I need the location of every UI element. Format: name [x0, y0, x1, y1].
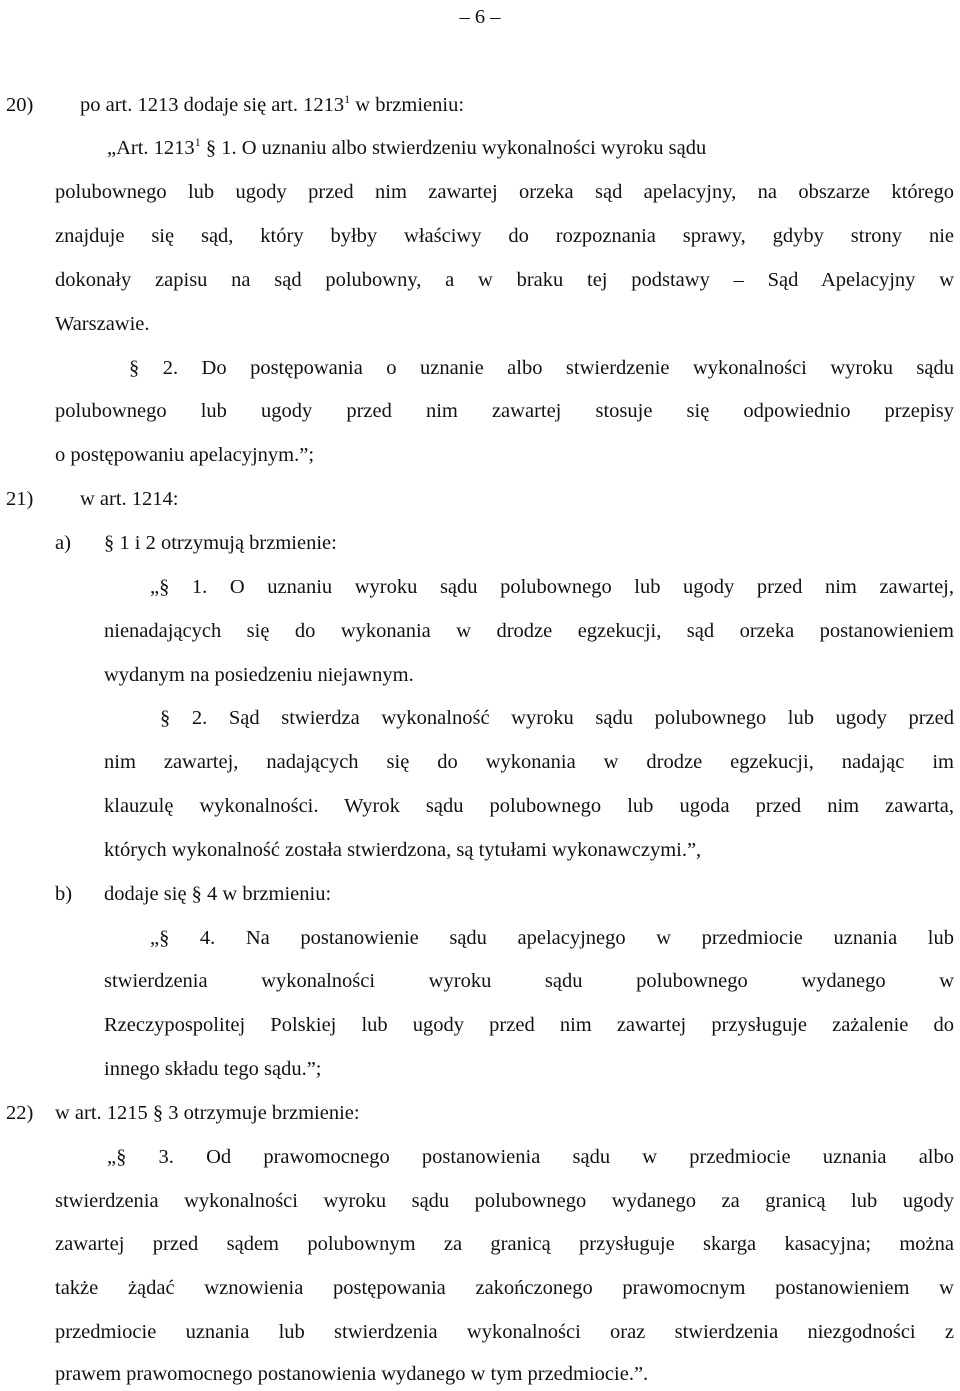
art-1213-1-heading [107, 133, 954, 163]
item-20-p1-line: dokonały zapisu na sąd polubowny, a w braku tej podstawy – Sąd Apelacyjny w [55, 269, 954, 291]
item-20-p1-line: Warszawie. [55, 313, 150, 335]
item-21-b-text: dodaje się § 4 w brzmieniu: [104, 883, 332, 905]
item-21-b-label: b) [55, 883, 73, 905]
item-21-intro: w art. 1214: [80, 488, 179, 510]
item-21-a-p1-line: wydanym na posiedzeniu niejawnym. [104, 664, 414, 686]
item-21-a-label: a) [55, 532, 71, 554]
item-21-b-p-first: „§ 4. Na postanowienie sądu apelacyjnego w przedmiocie uznania lub [150, 927, 954, 949]
item-22-intro: w art. 1215 § 3 otrzymuje brzmienie: [55, 1102, 360, 1124]
item-20-intro-text: po art. 1213 dodaje się art. 1213 [80, 94, 345, 116]
page-number: – 6 – [459, 6, 501, 28]
item-20-intro-sup: 1 [344, 92, 351, 106]
item-20-intro [80, 90, 464, 120]
item-22-label: 22) [6, 1102, 34, 1124]
item-21-b-p-line: innego składu tego sądu.”; [104, 1058, 322, 1080]
item-22-p-line: prawem prawomocnego postanowienia wydanego w tym przedmiocie.”. [55, 1363, 649, 1385]
item-21-a-p2-line: klauzulę wykonalności. Wyrok sądu polubownego lub ugoda przed nim zawarta, [104, 795, 954, 817]
item-21-a-p1-first: „§ 1. O uznaniu wyroku sądu polubownego lub ugody przed nim zawartej, [150, 576, 954, 598]
item-21-a-p2-line: nim zawartej, nadających się do wykonania w drodze egzekucji, nadając im [104, 751, 954, 773]
item-22-p-first: „§ 3. Od prawomocnego postanowienia sądu w przedmiocie uznania albo [107, 1146, 954, 1168]
item-22-p-line: zawartej przed sądem polubownym za granicą przysługuje skarga kasacyjna; można [55, 1233, 954, 1255]
item-21-a-text: § 1 i 2 otrzymują brzmienie: [104, 532, 337, 554]
item-21-a-p2-first: § 2. Sąd stwierdza wykonalność wyroku sądu polubownego lub ugody przed [160, 707, 954, 729]
item-20-p2-first: § 2. Do postępowania o uznanie albo stwierdzenie wykonalności wyroku sądu [129, 357, 954, 379]
item-20-p1-line: znajduje się sąd, który byłby właściwy do rozpoznania sprawy, gdyby strony nie [55, 225, 954, 247]
item-21-b-p-line: Rzeczypospolitej Polskiej lub ugody przed nim zawartej przysługuje zażalenie do [104, 1014, 954, 1036]
item-20-p2-line: polubownego lub ugody przed nim zawartej stosuje się odpowiednio przepisy [55, 400, 954, 422]
item-20-p2-line: o postępowaniu apelacyjnym.”; [55, 444, 315, 466]
item-20-label: 20) [6, 94, 34, 116]
item-22-p-line: przedmiocie uznania lub stwierdzenia wykonalności oraz stwierdzenia niezgodności z [55, 1321, 954, 1343]
item-21-b-p-line: stwierdzenia wykonalności wyroku sądu polubownego wydanego w [104, 970, 954, 992]
item-22-p-line: stwierdzenia wykonalności wyroku sądu polubownego wydanego za granicą lub ugody [55, 1190, 954, 1212]
item-21-a-p1-line: nienadających się do wykonania w drodze egzekucji, sąd orzeka postanowieniem [104, 620, 954, 642]
item-20-intro-end: w brzmieniu: [350, 94, 465, 116]
item-21-a-p2-line: których wykonalność została stwierdzona, są tytułami wykonawczymi.”, [104, 839, 702, 861]
art-open-text: „Art. 1213 [107, 137, 195, 159]
item-21-label: 21) [6, 488, 34, 510]
art-rest-text: § 1. O uznaniu albo stwierdzeniu wykonalności wyroku sądu [200, 137, 707, 159]
art-sup: 1 [194, 135, 201, 149]
item-22-p-line: także żądać wznowienia postępowania zakończonego prawomocnym postanowieniem w [55, 1277, 954, 1299]
item-20-p1-line: polubownego lub ugody przed nim zawartej orzeka sąd apelacyjny, na obszarze którego [55, 181, 954, 203]
